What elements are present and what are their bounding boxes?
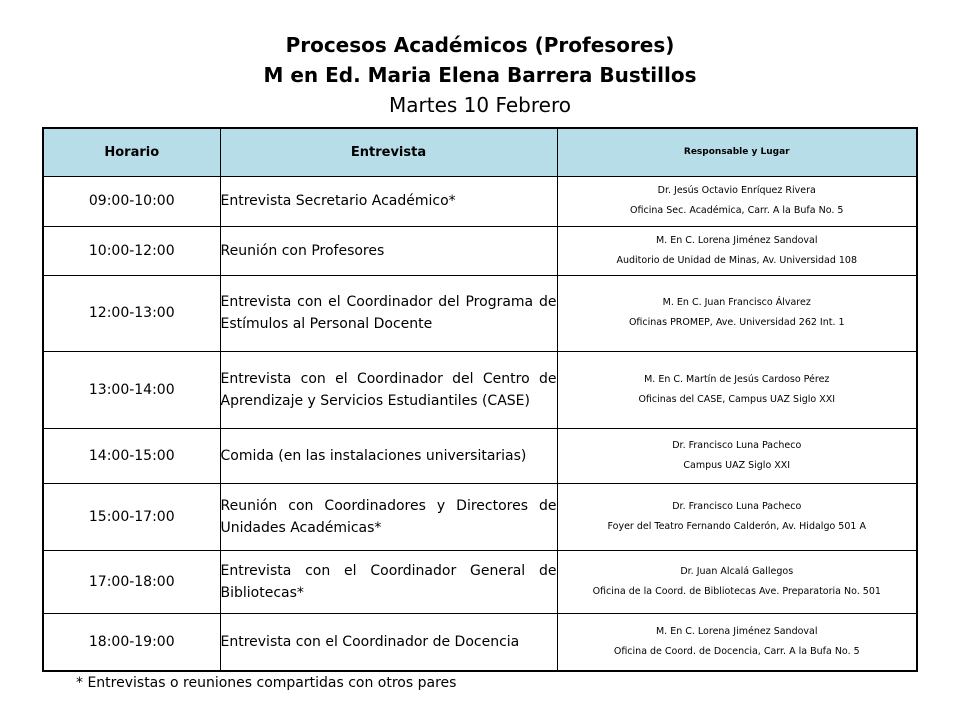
row-responsible <box>557 550 917 613</box>
row-entry: Entrevista con el Coordinador del Programa de Estímulos al Personal Docente <box>220 275 557 351</box>
responsible-place: Oficinas PROMEP, Ave. Universidad 262 Int. 1 <box>628 317 845 328</box>
table-row <box>43 550 917 613</box>
row-entry: Comida (en las instalaciones universitarias) <box>220 428 557 483</box>
table-row <box>43 351 917 428</box>
row-time: 09:00-10:00 <box>43 176 220 226</box>
responsible-place: Campus UAZ Siglo XXI <box>683 459 791 471</box>
row-entry: Entrevista con el Coordinador General de Bibliotecas* <box>220 550 557 613</box>
responsible-place: Oficina Sec. Académica, Carr. A la Bufa No. 5 <box>630 205 844 216</box>
responsible-place: Foyer del Teatro Fernando Calderón, Av. Hidalgo 501 A <box>607 520 866 532</box>
responsible-place: Auditorio de Unidad de Minas, Av. Universidad 108 <box>616 254 858 266</box>
row-responsible <box>557 351 917 428</box>
row-entry: Entrevista Secretario Académico* <box>220 176 557 226</box>
title-block <box>0 30 960 120</box>
row-entry: Reunión con Profesores <box>220 226 557 275</box>
schedule-table <box>42 127 918 672</box>
table-row <box>43 428 917 483</box>
responsible-person: M. En C. Juan Francisco Álvarez <box>662 297 811 308</box>
responsible-person: M. En C. Lorena Jiménez Sandoval <box>655 625 818 637</box>
page-date: Martes 10 Febrero <box>389 93 571 117</box>
row-time: 17:00-18:00 <box>43 550 220 613</box>
row-responsible <box>557 428 917 483</box>
column-header-entrevista: Entrevista <box>220 128 557 176</box>
table-row <box>43 275 917 351</box>
responsible-person: Dr. Francisco Luna Pacheco <box>672 439 802 451</box>
responsible-place: Oficinas del CASE, Campus UAZ Siglo XXI <box>638 393 836 405</box>
row-time: 10:00-12:00 <box>43 226 220 275</box>
row-entry: Reunión con Coordinadores y Directores de Unidades Académicas* <box>220 483 557 550</box>
row-time: 12:00-13:00 <box>43 275 220 351</box>
table-row <box>43 483 917 550</box>
responsible-place: Oficina de Coord. de Docencia, Carr. A la Bufa No. 5 <box>613 645 860 657</box>
row-responsible <box>557 226 917 275</box>
table-header-row <box>43 128 917 176</box>
row-responsible <box>557 275 917 351</box>
column-header-responsable: Responsable y Lugar <box>557 128 917 176</box>
row-responsible <box>557 613 917 671</box>
row-entry: Entrevista con el Coordinador de Docencia <box>220 613 557 671</box>
table-row <box>43 176 917 226</box>
row-responsible <box>557 176 917 226</box>
row-time: 14:00-15:00 <box>43 428 220 483</box>
row-time: 18:00-19:00 <box>43 613 220 671</box>
responsible-person: Dr. Juan Alcalá Gallegos <box>680 565 794 577</box>
table-row <box>43 226 917 275</box>
table-row <box>43 613 917 671</box>
responsible-person: Dr. Jesús Octavio Enríquez Rivera <box>657 185 816 196</box>
footnote: * Entrevistas o reuniones compartidas con otros pares <box>76 675 457 691</box>
row-entry: Entrevista con el Coordinador del Centro de Aprendizaje y Servicios Estudiantiles (CASE) <box>220 351 557 428</box>
row-time: 15:00-17:00 <box>43 483 220 550</box>
responsible-place: Oficina de la Coord. de Bibliotecas Ave. Preparatoria No. 501 <box>592 585 881 597</box>
responsible-person: M. En C. Lorena Jiménez Sandoval <box>655 234 818 246</box>
responsible-person: Dr. Francisco Luna Pacheco <box>672 500 802 512</box>
row-responsible <box>557 483 917 550</box>
row-time: 13:00-14:00 <box>43 351 220 428</box>
page-subtitle: M en Ed. Maria Elena Barrera Bustillos <box>263 63 697 87</box>
column-header-horario: Horario <box>43 128 220 176</box>
responsible-person: M. En C. Martín de Jesús Cardoso Pérez <box>644 373 830 385</box>
page-title: Procesos Académicos (Profesores) <box>285 33 675 57</box>
